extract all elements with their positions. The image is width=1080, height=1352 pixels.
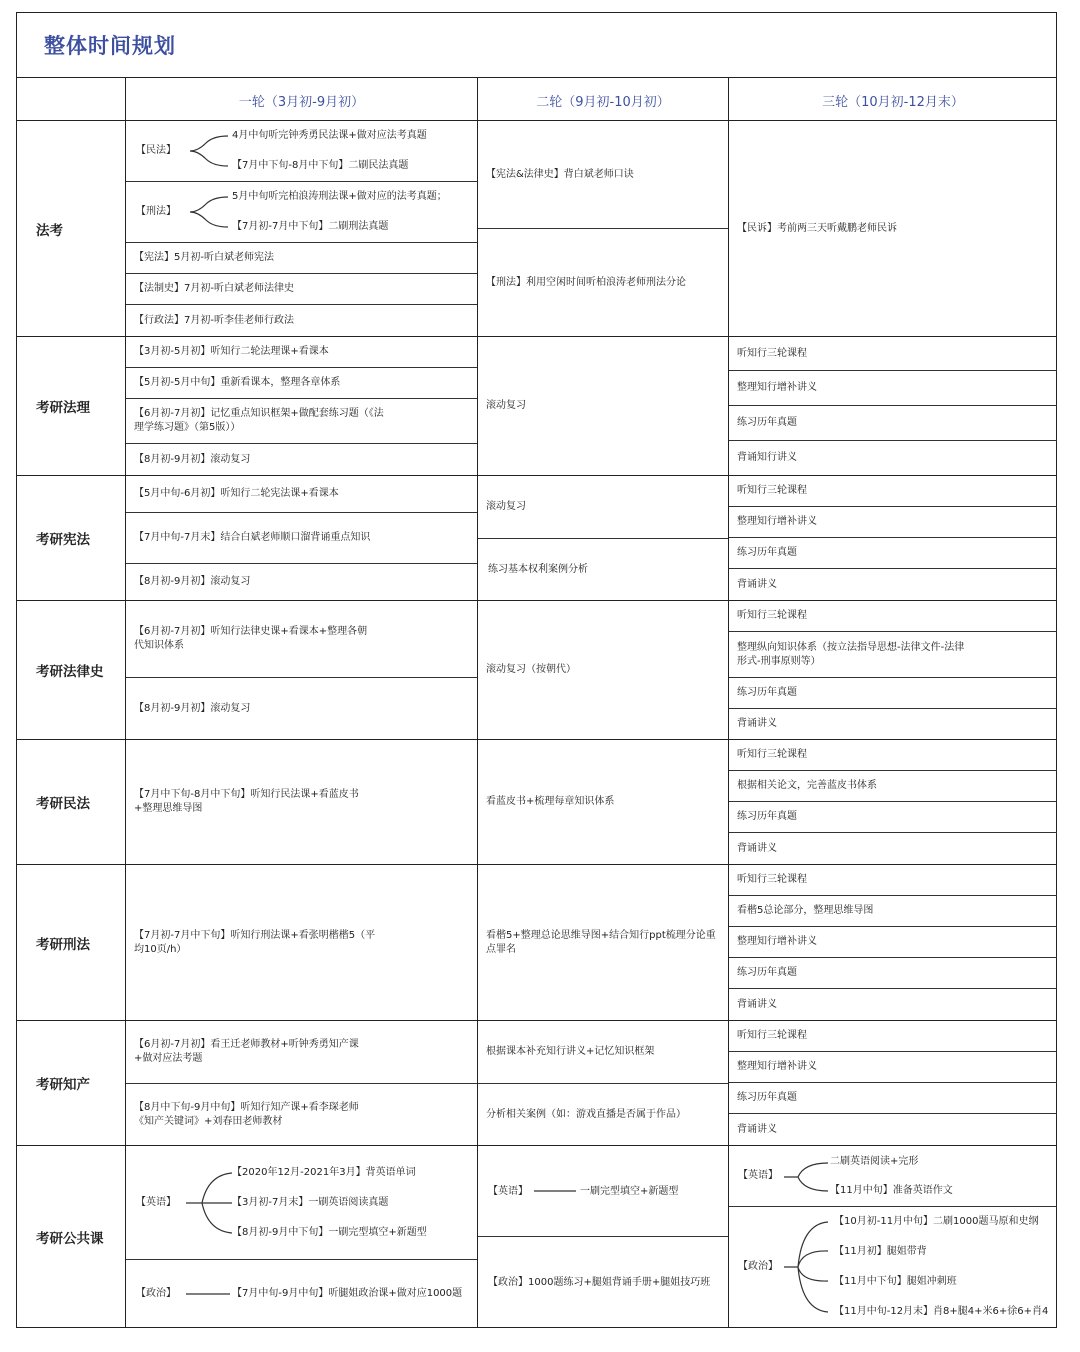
branch-connector [188, 130, 228, 170]
plan-cell: 练习历年真题 [737, 417, 797, 428]
plan-cell: 【法制史】7月初-听白斌老师法律史 [134, 283, 294, 294]
row-label-falixue: 考研法理 [36, 400, 90, 416]
branch-item: 二刷英语阅读+完形 [830, 1156, 919, 1167]
plan-cell: 整理知行增补讲义 [737, 382, 817, 393]
cell-divider [126, 181, 477, 182]
plan-cell: 练习历年真题 [737, 687, 797, 698]
plan-cell: 分析相关案例（如：游戏直播是否属于作品） [486, 1108, 686, 1120]
plan-cell: 【6月初-7月初】听知行法律史课+看课本+整理各朝代知识体系 [134, 626, 368, 651]
branch-item: 【8月初-9月中下旬】一刷完型填空+新题型 [232, 1227, 427, 1238]
plan-cell: 听知行三轮课程 [737, 1030, 807, 1041]
plan-cell: 【宪法&法律史】背白斌老师口诀 [486, 168, 634, 180]
branch-tag-minfa: 【民法】 [136, 145, 176, 156]
plan-cell: 练习历年真题 [737, 967, 797, 978]
row-label-falvshi: 考研法律史 [36, 664, 104, 680]
plan-cell: 听知行三轮课程 [737, 485, 807, 496]
plan-cell: 整理知行增补讲义 [737, 516, 817, 527]
plan-cell: 练习基本权利案例分析 [488, 563, 588, 575]
branch-item: 【11月中旬】准备英语作文 [830, 1185, 953, 1196]
branch-item: 【7月初-7月中下旬】二刷刑法真题 [232, 221, 389, 232]
branch-item: 【11月中旬-12月末】肖8+腿4+米6+徐6+肖4 [834, 1306, 1049, 1317]
row-label-xianfa: 考研宪法 [36, 532, 90, 548]
branch-item: 【11月初】腿姐带背 [834, 1246, 927, 1257]
plan-cell: 【5月中旬-6月初】听知行二轮宪法课+看课本 [134, 488, 339, 499]
branch-item: 【11月中下旬】腿姐冲刺班 [834, 1276, 957, 1287]
cell-divider [729, 1206, 1057, 1207]
branch-item: 【10月初-11月中旬】二刷1000题马原和史纲 [834, 1216, 1039, 1227]
branch-connector [784, 1160, 830, 1196]
row-label-minfa: 考研民法 [36, 796, 90, 812]
title-bar [16, 12, 1057, 78]
branch-item: 5月中旬听完柏浪涛刑法课+做对应的法考真题； [232, 191, 447, 202]
plan-cell: 看楷5总论部分，整理思维导图 [737, 905, 874, 916]
branch-tag-yingyu: 【英语】 [136, 1197, 176, 1208]
plan-cell: 听知行三轮课程 [737, 610, 807, 621]
plan-cell: 根据相关论文，完善蓝皮书体系 [737, 780, 877, 791]
row-divider [16, 1145, 1057, 1146]
plan-cell: 【7月初-7月中下旬】听知行刑法课+看张明楷楷5（平均10页/h） [134, 929, 376, 955]
plan-cell: 听知行三轮课程 [737, 874, 807, 885]
plan-cell: 【政治】1000题练习+腿姐背诵手册+腿姐技巧班 [488, 1276, 711, 1288]
plan-cell: 【6月初-7月初】记忆重点知识框架+做配套练习题（《法理学练习题》（第5版）） [134, 408, 384, 433]
plan-cell: 练习历年真题 [737, 1092, 797, 1103]
plan-cell: 【3月初-5月初】听知行二轮法理课+看课本 [134, 346, 329, 357]
row-label-zhichan: 考研知产 [36, 1077, 90, 1093]
branch-tag-xingfa: 【刑法】 [136, 206, 176, 217]
page-title: 整体时间规划 [44, 34, 176, 58]
branch-item: 【2020年12月-2021年3月】背英语单词 [232, 1167, 416, 1178]
plan-cell: 【7月中旬-7月末】结合白斌老师顺口溜背诵重点知识 [134, 532, 371, 543]
branch-tag-zhengzhi: 【政治】 [738, 1261, 778, 1272]
plan-cell: 练习历年真题 [737, 547, 797, 558]
plan-cell: 背诵讲义 [737, 1123, 777, 1135]
plan-cell: 【6月初-7月初】看王迁老师教材+听钟秀勇知产课+做对应法考题 [134, 1039, 359, 1064]
branch-tag-zhengzhi: 【政治】 [136, 1288, 176, 1299]
plan-cell: 【8月初-9月初】滚动复习 [134, 702, 251, 714]
plan-cell: 看蓝皮书+梳理每章知识体系 [486, 796, 615, 807]
branch-connector [186, 1166, 232, 1238]
plan-cell: 【民诉】考前两三天听戴鹏老师民诉 [737, 222, 897, 234]
header-round-3: 三轮（10月初-12月末） [822, 94, 964, 110]
plan-cell: 滚动复习（按朝代） [486, 664, 576, 675]
row-label-xingfa: 考研刑法 [36, 936, 90, 953]
branch-item: 4月中旬听完钟秀勇民法课+做对应法考真题 [232, 130, 427, 141]
plan-cell: 整理纵向知识体系（按立法指导思想-法律文件-法律形式-刑事原则等） [737, 641, 965, 667]
plan-cell: 听知行三轮课程 [737, 347, 807, 359]
plan-cell: 练习历年真题 [737, 811, 797, 822]
plan-cell: 根据课本补充知行讲义+记忆知识框架 [486, 1046, 655, 1057]
plan-cell: 背诵讲义 [737, 842, 777, 854]
plan-cell: 【8月初-9月初】滚动复习 [134, 576, 251, 587]
plan-cell: 整理知行增补讲义 [737, 1061, 817, 1072]
branch-tag-yingyu: 【英语】 [738, 1170, 778, 1181]
branch-tag-yingyu: 【英语】 [488, 1186, 528, 1197]
plan-cell: 背诵讲义 [737, 998, 777, 1010]
plan-cell: 【刑法】利用空闲时间听柏浪涛老师刑法分论 [486, 276, 686, 288]
plan-cell: 【8月中下旬-9月中旬】听知行知产课+看李琛老师《知产关键词》+刘春田老师教材 [134, 1101, 359, 1127]
plan-cell: 背诵知行讲义 [737, 452, 797, 463]
plan-cell: 【宪法】5月初-听白斌老师宪法 [134, 252, 274, 263]
plan-cell: 整理知行增补讲义 [737, 936, 817, 947]
plan-cell: 背诵讲义 [737, 578, 777, 590]
branch-item: 【7月中旬-9月中旬】听腿姐政治课+做对应1000题 [232, 1288, 463, 1299]
plan-cell: 听知行三轮课程 [737, 749, 807, 760]
plan-cell: 滚动复习 [486, 400, 526, 411]
branch-connector [188, 191, 228, 231]
row-label-gonggong: 考研公共课 [36, 1231, 104, 1247]
plan-cell: 【5月初-5月中旬】重新看课本，整理各章体系 [134, 377, 341, 388]
branch-item: 【3月初-7月末】一刷英语阅读真题 [232, 1197, 389, 1208]
row-label-fakao: 法考 [36, 222, 63, 239]
plan-cell: 背诵讲义 [737, 718, 777, 729]
branch-connector [534, 1190, 580, 1192]
plan-cell: 看楷5+整理总论思维导图+结合知行ppt梳理分论重点罪名 [486, 929, 716, 955]
plan-cell: 滚动复习 [486, 501, 526, 512]
plan-cell: 【行政法】7月初-听李佳老师行政法 [134, 314, 294, 326]
branch-item: 【7月中下旬-8月中下旬】二刷民法真题 [232, 160, 409, 171]
header-round-1: 一轮（3月初-9月初） [238, 94, 365, 110]
header-round-2: 二轮（9月初-10月初） [536, 94, 670, 110]
branch-item: 一刷完型填空+新题型 [580, 1186, 679, 1197]
plan-cell: 【7月中下旬-8月中下旬】听知行民法课+看蓝皮书+整理思维导图 [134, 789, 359, 814]
branch-connector [784, 1218, 830, 1316]
plan-cell: 【8月初-9月初】滚动复习 [134, 453, 251, 465]
